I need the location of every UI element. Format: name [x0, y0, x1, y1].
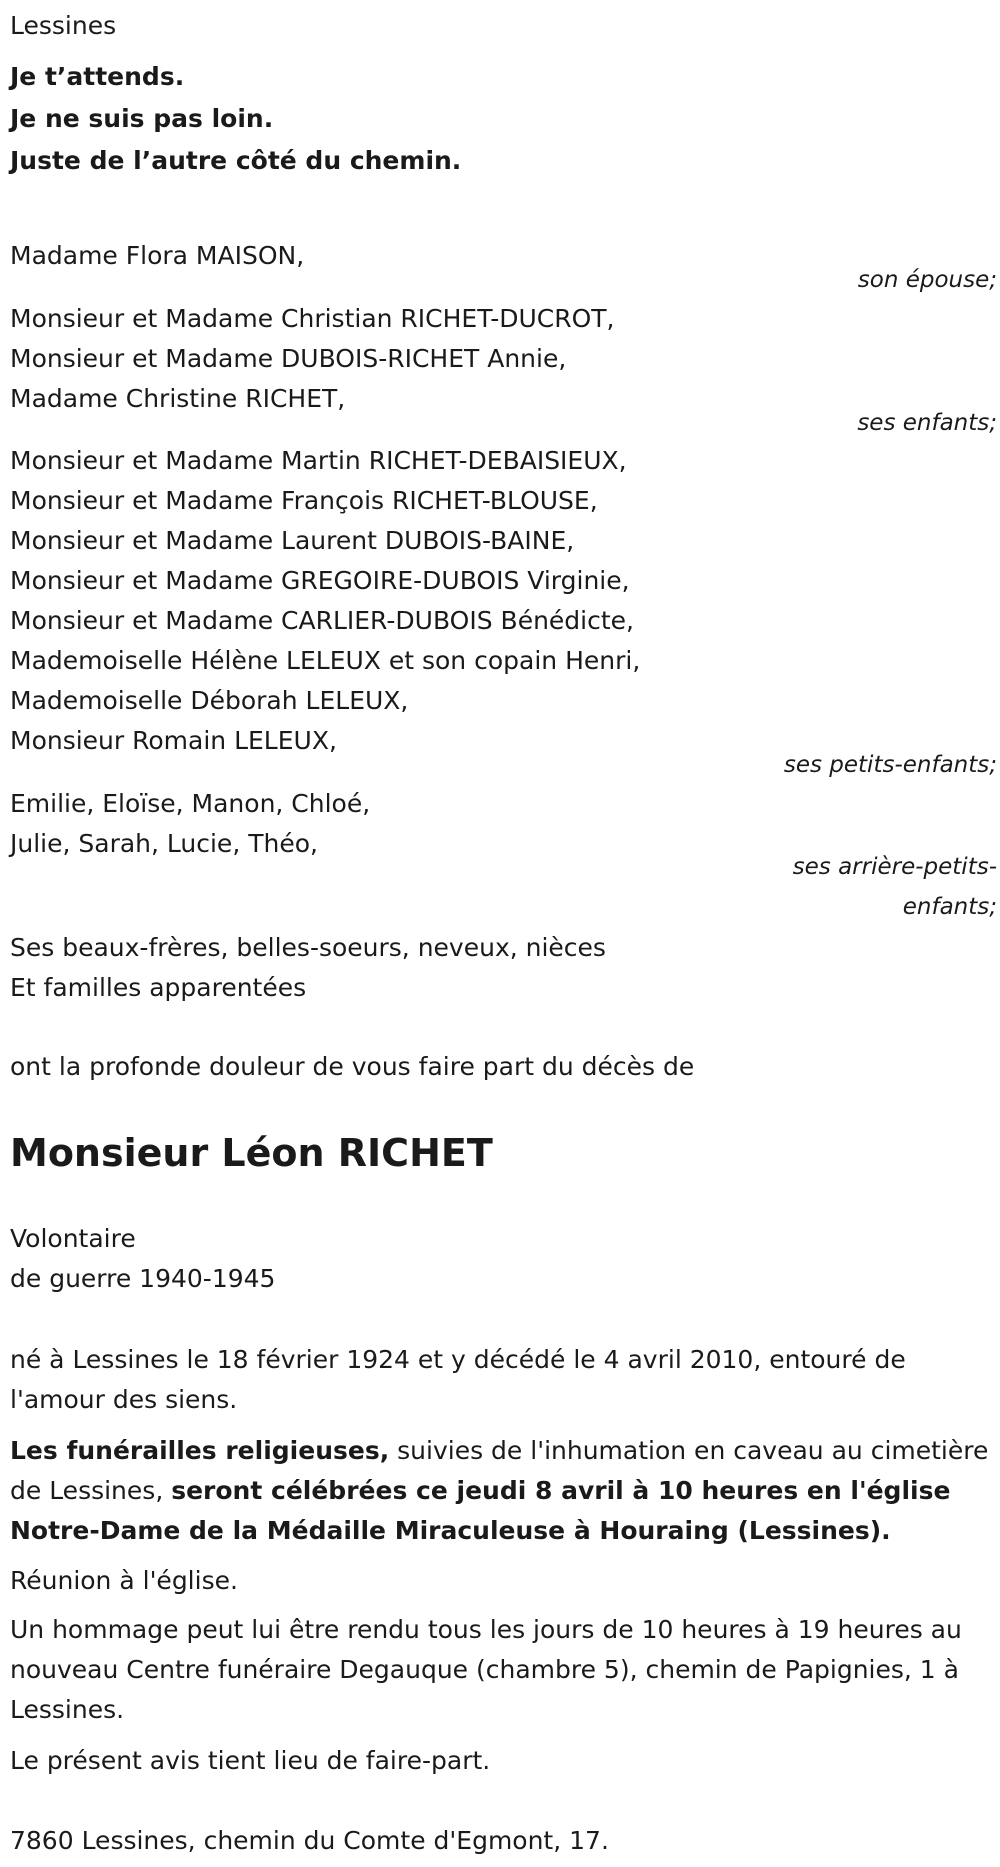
family-member: Monsieur et Madame CARLIER-DUBOIS Bénédicte, [10, 606, 634, 635]
children-names [10, 299, 615, 419]
poem-line: Je t’attends. [10, 62, 185, 91]
family-member: Monsieur et Madame DUBOIS-RICHET Annie, [10, 344, 567, 373]
family-member: Madame Christine RICHET, [10, 384, 346, 413]
grandchildren-names [10, 441, 640, 761]
birth-death-paragraph: né à Lessines le 18 février 1924 et y décédé le 4 avril 2010, entouré de l'amour des siens. [10, 1345, 906, 1414]
funeral-paragraph [10, 1431, 995, 1551]
spouse-role: son épouse; [857, 267, 997, 293]
family-member: Monsieur et Madame Christian RICHET-DUCROT, [10, 304, 615, 333]
family-member: Julie, Sarah, Lucie, Théo, [10, 829, 318, 858]
poem-line: Juste de l’autre côté du chemin. [10, 146, 462, 175]
funeral-emphasis: seront célébrées ce jeudi 8 avril à 10 heures en l'église Notre-Dame de la Médaille Miraculeuse à Houraing (Lessines). [10, 1476, 951, 1545]
family-member: Madame Flora MAISON, [10, 241, 305, 270]
deceased-title [10, 1219, 275, 1299]
deceased-name: Monsieur Léon RICHET [10, 1131, 493, 1175]
title-line: de guerre 1940-1945 [10, 1264, 276, 1293]
funeral-middle: suivies de l'inhumation en caveau au cimetière de Lessines, [10, 1436, 989, 1505]
funeral-lead: Les funérailles religieuses, [10, 1436, 390, 1465]
poem [10, 56, 461, 182]
poem-line: Je ne suis pas loin. [10, 104, 274, 133]
family-member: Monsieur et Madame Laurent DUBOIS-BAINE, [10, 526, 575, 555]
notice-paragraph: Le présent avis tient lieu de faire-part. [10, 1746, 491, 1775]
family-member: Mademoiselle Déborah LELEUX, [10, 686, 409, 715]
title-line: Volontaire [10, 1224, 136, 1253]
role-line: ses arrière-petits- [792, 854, 997, 880]
family-member: Mademoiselle Hélène LELEUX et son copain Henri, [10, 646, 641, 675]
announcement: ont la profonde douleur de vous faire part du décès de [10, 1052, 695, 1081]
family-member: Monsieur et Madame François RICHET-BLOUSE, [10, 486, 598, 515]
address: 7860 Lessines, chemin du Comte d'Egmont, 17. [10, 1826, 609, 1855]
tribute-paragraph: Un hommage peut lui être rendu tous les jours de 10 heures à 19 heures au nouveau Centre funéraire Degauque (chambre 5), chemin de Papignies, 1 à Lessines. [10, 1615, 962, 1724]
grandchildren-role: ses petits-enfants; [783, 752, 997, 778]
family-member: Et familles apparentées [10, 973, 307, 1002]
extended-family [10, 928, 606, 1008]
family-member: Ses beaux-frères, belles-soeurs, neveux, nièces [10, 933, 606, 962]
family-member: Monsieur Romain LELEUX, [10, 726, 337, 755]
spouse-names [10, 236, 304, 276]
great-grandchildren-names [10, 784, 370, 864]
family-member: Monsieur et Madame GREGOIRE-DUBOIS Virginie, [10, 566, 630, 595]
great-grandchildren-role [793, 847, 997, 927]
role-line: enfants; [902, 894, 997, 920]
children-role: ses enfants; [857, 410, 997, 436]
meeting-paragraph: Réunion à l'église. [10, 1566, 238, 1595]
family-member: Monsieur et Madame Martin RICHET-DEBAISIEUX, [10, 446, 627, 475]
family-member: Emilie, Eloïse, Manon, Chloé, [10, 789, 371, 818]
location-header: Lessines [10, 11, 117, 40]
